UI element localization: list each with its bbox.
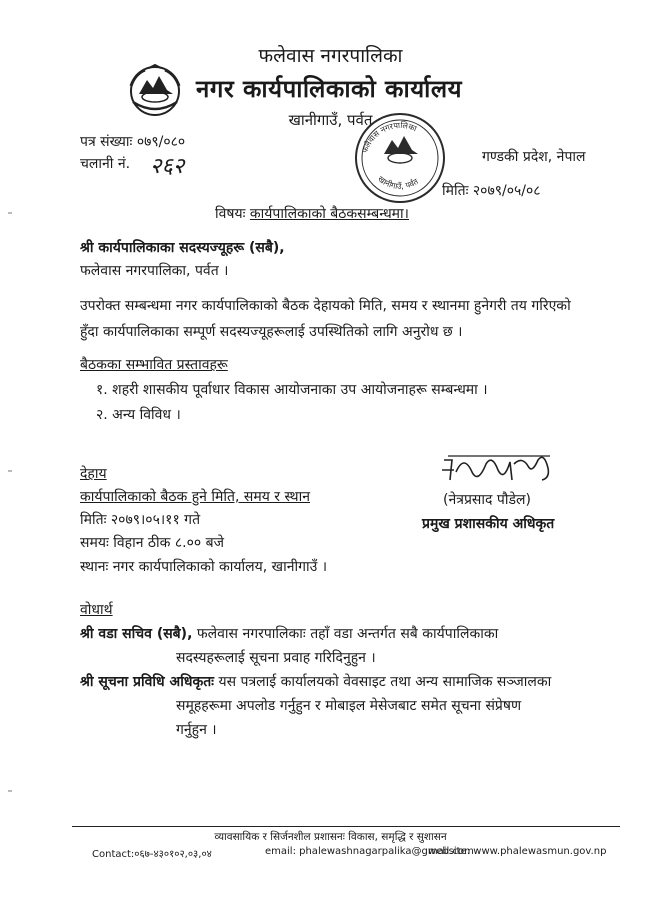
letter-date: मितिः २०७९/०५/०८ [442,183,541,199]
scan-margin-mark [8,790,12,792]
cc-item-1 [80,624,498,643]
subject-line [215,204,409,223]
cc-item-2-recipient: श्री सूचना प्रविधि अधिकृतः [80,674,215,690]
signature-icon [438,450,556,488]
signatory-title: प्रमुख प्रशासकीय अधिकृत [422,516,555,532]
agenda-item: २. अन्य विविध । [96,407,181,423]
footer-email: email: phalewashnagarpalika@gmail.com [265,846,474,857]
agenda-heading: बैठकका सम्भावित प्रस्तावहरू [80,357,228,373]
body-paragraph: उपरोक्त सम्बन्धमा नगर कार्यपालिकाको बैठक देहायको मिति, समय र स्थानमा हुनेगरी तय गरिएको हुँदा कार्यपालिकाका सम्पूर्ण सदस्यज्यूहरूलाई उपस्थितिको लागि अनुरोध छ । [80,298,571,340]
addressee-line-2: फलेवास नगरपालिका, पर्वत । [80,263,229,279]
seal-text-bottom: खानीगाउँ, पर्वत [376,174,420,191]
patra-value: ०७९/०८० [136,134,186,150]
office-name: नगर कार्यपालिकाको कार्यालय [196,75,463,103]
meeting-date: मितिः २०७९।०५।११ गते [80,512,201,528]
schedule-subheading: कार्यपालिकाको बैठक हुने मिति, समय र स्थान [80,489,310,505]
subject-label: विषयः [215,206,246,222]
meeting-place: स्थानः नगर कार्यपालिकाको कार्यालय, खानीगाउँ । [80,559,328,575]
cc-item-1-text: फलेवास नगरपालिकाः तहाँ वडा अन्तर्गत सबै कार्यपालिकाका [196,626,499,642]
subject-value: कार्यपालिकाको बैठकसम्बन्धमा। [249,206,409,222]
footer-contact: Contact:०६७-४३०१०२,०३,०४ [92,849,212,860]
office-seal-icon [352,110,448,206]
cc-item-2-text-end: गर्नुहुन । [176,722,217,738]
office-address: खानीगाउँ, पर्वत [288,111,373,129]
schedule-heading: देहाय [80,466,107,482]
footer-divider [72,826,620,827]
footer-website: website: www.phalewasmun.gov.np [428,846,607,857]
scan-margin-mark [8,470,12,472]
patra-label: पत्र संख्याः [80,134,133,150]
signatory-name: (नेत्रप्रसाद पौडेल) [443,492,531,508]
scan-margin-mark [8,212,12,214]
svg-text:खानीगाउँ, पर्वत [376,174,420,191]
cc-item-1-text-continued: सदस्यहरूलाई सूचना प्रवाह गरिदिनुहुन । [176,650,376,666]
cc-item-2-text: यस पत्रलाई कार्यालयको वेवसाइट तथा अन्य सामाजिक सञ्जालका [218,674,552,690]
cc-heading: वोधार्थ [80,602,113,618]
province-text: गण्डकी प्रदेश, नेपाल [482,149,586,165]
agenda-item: १. शहरी शासकीय पूर्वाधार विकास आयोजनाका उप आयोजनाहरू सम्बन्धमा । [96,382,488,398]
meeting-time: समयः विहान ठीक ८.०० बजे [80,535,225,551]
addressee-line-1: श्री कार्यपालिकाका सदस्यज्यूहरू (सबै), [80,240,285,256]
chalani-number: २६२ [150,154,185,179]
municipality-name: फलेवास नगरपालिका [258,45,403,67]
patra-sankhya [80,132,185,151]
chalani-label: चलानी नं. [80,156,131,172]
footer-tagline: व्यावसायिक र सिर्जनशील प्रशासनः विकास, समृद्धि र सुशासन [214,831,447,843]
cc-item-2 [80,672,551,691]
cc-item-1-recipient: श्री वडा सचिव (सबै), [80,626,193,642]
cc-item-2-text-continued: समूहहरूमा अपलोड गर्नुहुन र मोबाइल मेसेजबाट समेत सूचना संप्रेषण [176,698,522,714]
seal-text-top: फलेवास नगरपालिका [360,120,418,155]
